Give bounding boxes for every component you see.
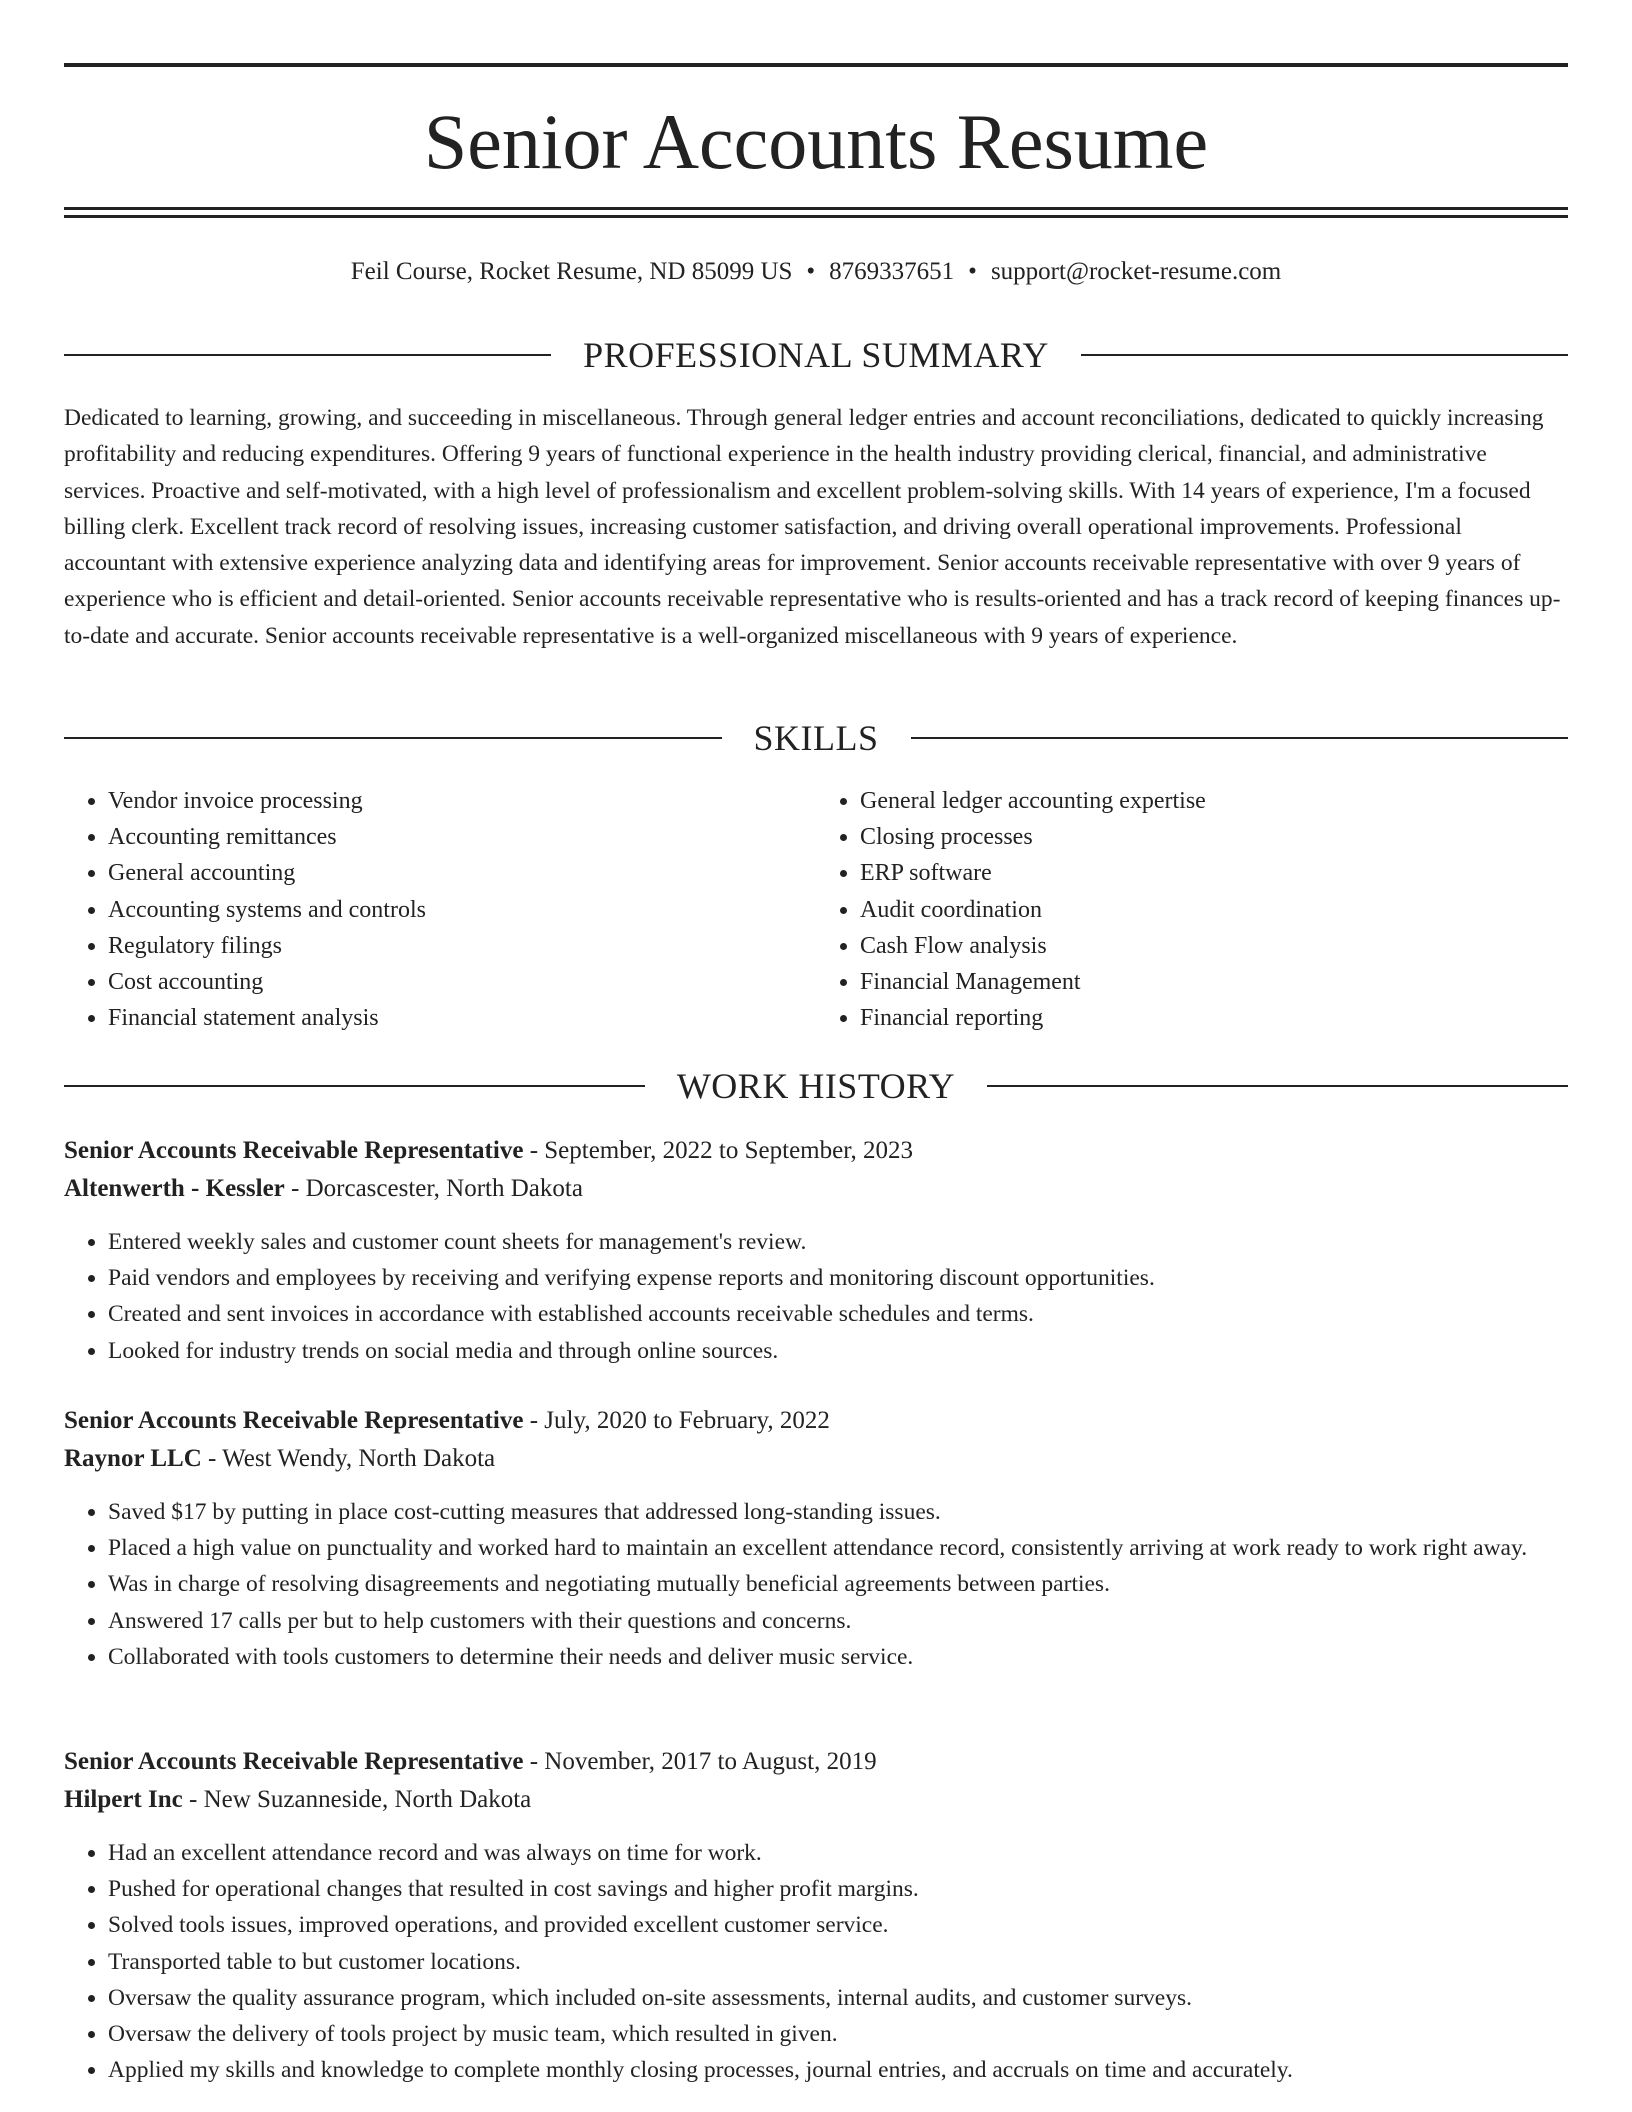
job-dates: - November, 2017 to August, 2019 bbox=[523, 1748, 877, 1775]
contact-line bbox=[64, 254, 1568, 290]
job-company-line bbox=[64, 1440, 1568, 1478]
job-duty: • Solved tools issues, improved operations, and provided excellent customer service. bbox=[108, 1907, 1568, 1943]
job-location: - New Suzanneside, North Dakota bbox=[182, 1786, 532, 1813]
section-rule-right bbox=[1081, 354, 1568, 356]
job-duty: • Transported table to but customer locations. bbox=[108, 1944, 1568, 1980]
job-title-line bbox=[64, 1743, 1568, 1781]
skill-item: • Audit coordination bbox=[860, 892, 1568, 928]
section-title: SKILLS bbox=[753, 718, 879, 758]
job-duties-list bbox=[64, 1835, 1568, 2088]
skill-item: • Financial reporting bbox=[860, 1000, 1568, 1036]
job-duty: • Pushed for operational changes that resulted in cost savings and higher profit margins. bbox=[108, 1871, 1568, 1907]
section-title: PROFESSIONAL SUMMARY bbox=[583, 335, 1049, 375]
section-rule-left bbox=[64, 1085, 645, 1087]
section-rule-right bbox=[987, 1085, 1568, 1087]
job-duty: • Entered weekly sales and customer count sheets for management's review. bbox=[108, 1224, 1568, 1260]
header-double-rule-upper bbox=[64, 207, 1568, 210]
skill-item: • General accounting bbox=[108, 855, 816, 891]
job-duty: • Collaborated with tools customers to determine their needs and deliver music service. bbox=[108, 1639, 1568, 1675]
skill-item: • Accounting remittances bbox=[108, 819, 816, 855]
job-duties-list bbox=[64, 1494, 1568, 1675]
job-dates: - September, 2022 to September, 2023 bbox=[523, 1137, 914, 1164]
job-title-line bbox=[64, 1132, 1568, 1170]
contact-separator: • bbox=[968, 258, 977, 285]
job-dates: - July, 2020 to February, 2022 bbox=[523, 1407, 830, 1434]
skill-item: • General ledger accounting expertise bbox=[860, 783, 1568, 819]
section-rule-left bbox=[64, 354, 551, 356]
job-title: Senior Accounts Receivable Representative bbox=[64, 1748, 524, 1775]
job-duty: • Saved $17 by putting in place cost-cutting measures that addressed long-standing issues. bbox=[108, 1494, 1568, 1530]
contact-separator: • bbox=[806, 258, 816, 285]
job-duty: • Answered 17 calls per but to help customers with their questions and concerns. bbox=[108, 1603, 1568, 1639]
skill-item: • Cash Flow analysis bbox=[860, 928, 1568, 964]
contact-phone: 8769337651 bbox=[829, 258, 955, 285]
job-duty: • Was in charge of resolving disagreements and negotiating mutually beneficial agreements between parties. bbox=[108, 1566, 1568, 1602]
job-duty: • Oversaw the delivery of tools project by music team, which resulted in given. bbox=[108, 2016, 1568, 2052]
section-title: WORK HISTORY bbox=[676, 1066, 956, 1106]
header-top-rule bbox=[64, 63, 1568, 67]
skills-column-left bbox=[64, 783, 816, 1036]
skills-list bbox=[64, 783, 1568, 1036]
job-company: Hilpert Inc bbox=[64, 1786, 183, 1813]
job-duty: • Applied my skills and knowledge to complete monthly closing processes, journal entries, and accruals on time and accurately. bbox=[108, 2052, 1568, 2088]
section-heading-summary bbox=[64, 333, 1568, 377]
job-company-line bbox=[64, 1781, 1568, 1819]
section-heading-work-history bbox=[64, 1064, 1568, 1108]
work-history-entry bbox=[64, 1132, 1568, 1369]
skill-item: • Accounting systems and controls bbox=[108, 892, 816, 928]
skill-item: • Vendor invoice processing bbox=[108, 783, 816, 819]
job-duties-list bbox=[64, 1224, 1568, 1369]
work-history-entry bbox=[64, 1743, 1568, 2088]
job-title: Senior Accounts Receivable Representative bbox=[64, 1407, 524, 1434]
contact-email: support@rocket-resume.com bbox=[990, 258, 1282, 285]
job-duty: • Oversaw the quality assurance program, which included on-site assessments, internal audits, and customer surveys. bbox=[108, 1980, 1568, 2016]
job-company: Raynor LLC bbox=[64, 1445, 202, 1472]
job-company: Altenwerth - Kessler bbox=[64, 1175, 285, 1202]
job-location: - West Wendy, North Dakota bbox=[201, 1445, 496, 1472]
job-duty: • Placed a high value on punctuality and worked hard to maintain an excellent attendance record, consistently arriving at work ready to work right away. bbox=[108, 1530, 1568, 1566]
header-double-rule-lower bbox=[64, 215, 1568, 218]
job-duty: • Created and sent invoices in accordance with established accounts receivable schedules and terms. bbox=[108, 1296, 1568, 1332]
job-duty: • Paid vendors and employees by receiving and verifying expense reports and monitoring discount opportunities. bbox=[108, 1260, 1568, 1296]
section-rule-left bbox=[64, 737, 722, 739]
skill-item: • Closing processes bbox=[860, 819, 1568, 855]
job-title-line bbox=[64, 1402, 1568, 1440]
skill-item: • ERP software bbox=[860, 855, 1568, 891]
contact-address: Feil Course, Rocket Resume, ND 85099 US bbox=[350, 258, 793, 285]
section-heading-skills bbox=[64, 716, 1568, 760]
skill-item: • Cost accounting bbox=[108, 964, 816, 1000]
job-location: - Dorcascester, North Dakota bbox=[284, 1175, 583, 1202]
section-rule-right bbox=[911, 737, 1569, 739]
skill-item: • Financial Management bbox=[860, 964, 1568, 1000]
page-title: Senior Accounts Resume bbox=[423, 98, 1209, 185]
job-title: Senior Accounts Receivable Representative bbox=[64, 1137, 524, 1164]
skills-column-right bbox=[816, 783, 1568, 1036]
skill-item: • Financial statement analysis bbox=[108, 1000, 816, 1036]
job-duty: • Looked for industry trends on social media and through online sources. bbox=[108, 1333, 1568, 1369]
skill-item: • Regulatory filings bbox=[108, 928, 816, 964]
job-duty: • Had an excellent attendance record and was always on time for work. bbox=[108, 1835, 1568, 1871]
professional-summary-text: Dedicated to learning, growing, and succeeding in miscellaneous. Through general ledger entries and account reconciliations, dedicated to quickly increasing profitability and reducing expenditures. Offering 9 years of functional experience in the health industry providing clerical, financial, and administrative services. Proactive and self-motivated, with a high level of professionalism and excellent problem-solving skills. With 14 years of experience, I'm a focused billing clerk. Excellent track record of resolving issues, increasing customer satisfaction, and driving overall operational improvements. Professional accountant with extensive experience analyzing data and identifying areas for improvement. Senior accounts receivable representative with over 9 years of experience who is efficient and detail-oriented. Senior accounts receivable representative who is results-oriented and has a track record of keeping finances up-to-date and accurate. Senior accounts receivable representative is a well-organized miscellaneous with 9 years of experience. bbox=[64, 405, 1561, 649]
work-history-entry bbox=[64, 1402, 1568, 1675]
job-company-line bbox=[64, 1170, 1568, 1208]
